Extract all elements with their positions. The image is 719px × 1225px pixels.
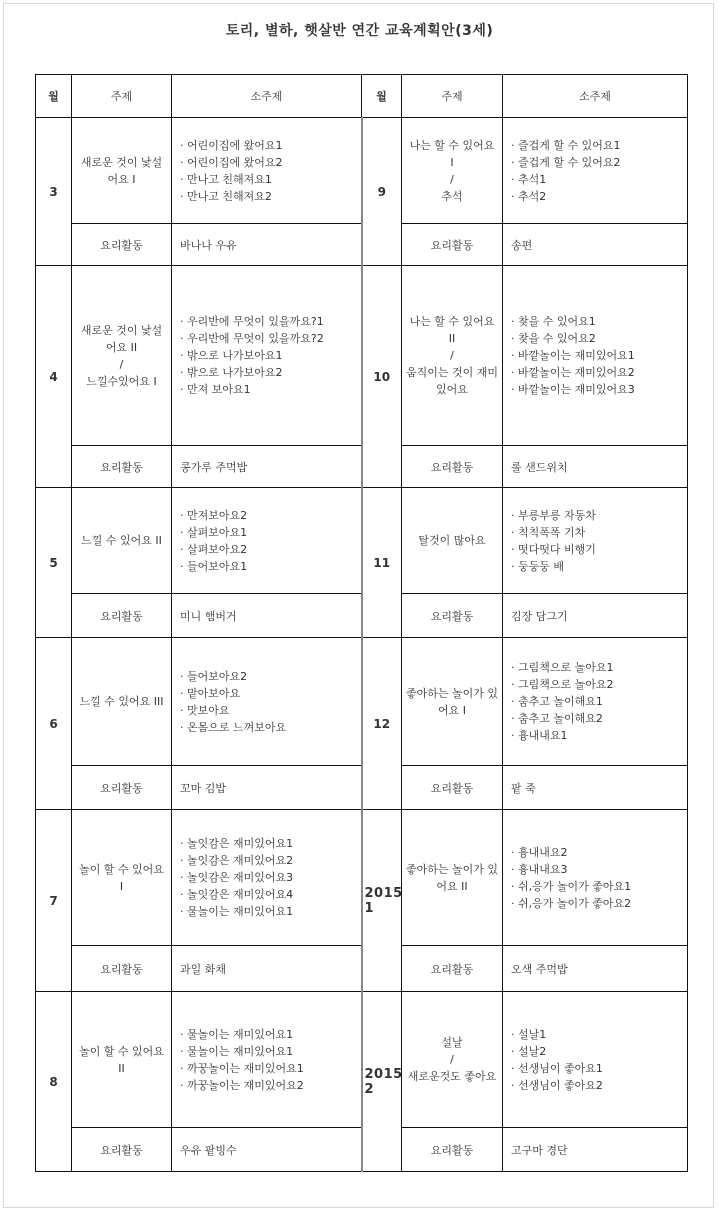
month-cell: 7 (36, 810, 72, 992)
cooking-value: 콩가루 주먹밥 (172, 446, 362, 488)
subtopic-cell (172, 638, 362, 766)
theme-cell-line: 새로운것도 좋아요 (407, 1070, 497, 1083)
subtopic-cell-lines (180, 1026, 355, 1094)
theme-cell (72, 266, 172, 446)
theme-cell-line: II (448, 332, 456, 345)
month-cell: 2015 1 (362, 810, 402, 992)
theme-cell-line: I (119, 879, 124, 893)
plan-row (36, 266, 688, 446)
subtopic-cell-lines (511, 313, 681, 398)
theme-cell-lines (405, 137, 499, 205)
cooking-label: 요리활동 (402, 1128, 503, 1172)
cooking-label: 요리활동 (72, 446, 172, 488)
subtopic-cell (503, 992, 688, 1128)
subtopic-cell-line: · 까꿍놀이는 재미있어요1 (180, 1061, 304, 1075)
month-cell: 2015 2 (362, 992, 402, 1172)
month-cell: 10 (362, 266, 402, 488)
cooking-value: 미니 햄버거 (172, 594, 362, 638)
subtopic-cell-line: · 흉내내요2 (511, 845, 568, 859)
subtopic-cell-line: · 어린이집에 왔어요1 (180, 138, 283, 152)
subtopic-cell-lines (180, 507, 355, 575)
subtopic-cell-line: · 들어보아요2 (180, 669, 248, 683)
theme-cell-line: 느낄 수 있어요 III (79, 695, 164, 708)
theme-cell-lines (75, 1043, 168, 1077)
subtopic-cell-line: · 까꿍놀이는 재미있어요2 (180, 1078, 304, 1092)
month-cell: 9 (362, 118, 402, 266)
subtopic-cell-line: · 바깥놀이는 재미있어요1 (511, 349, 635, 362)
plan-row (36, 992, 688, 1128)
theme-cell-line: 탈것이 많아요 (418, 534, 486, 547)
theme-cell-line: I (450, 155, 454, 169)
theme-cell-line: 느낄 수 있어요 II (81, 534, 162, 547)
subtopic-cell-line: · 바깥놀이는 재미있어요2 (511, 366, 635, 379)
cooking-label: 요리활동 (402, 446, 503, 488)
page-title: 토리, 별하, 햇살반 연간 교육계획안(3세) (225, 23, 494, 39)
subtopic-cell-lines (180, 668, 355, 736)
theme-cell-line: / (450, 172, 454, 186)
subtopic-cell-line: · 춤추고 놀이해요2 (511, 712, 603, 725)
theme-cell-line: / (119, 357, 124, 371)
cooking-value: 바나나 우유 (172, 224, 362, 266)
subtopic-cell-lines (511, 659, 681, 744)
subtopic-cell-line: · 설날1 (511, 1027, 547, 1041)
subtopic-cell (503, 488, 688, 594)
cooking-value: 롤 샌드위치 (503, 446, 688, 488)
theme-cell-line: 나는 할 수 있어요 (409, 138, 495, 152)
subtopic-cell-line: · 밖으로 나가보아요1 (180, 349, 283, 362)
theme-cell-line: 느낄수있어요 I (86, 374, 157, 388)
subtopic-cell-line: · 즐겁게 할 수 있어요1 (511, 138, 621, 152)
month-cell: 8 (36, 992, 72, 1172)
subtopic-cell (172, 810, 362, 946)
subtopic-cell-line: · 둥둥둥 배 (511, 559, 564, 573)
subtopic-cell (503, 118, 688, 224)
theme-cell-line: / (450, 349, 454, 362)
subtopic-cell-line: · 어린이집에 왔어요2 (180, 155, 283, 169)
subtopic-cell-line: · 물놀이는 재미있어요1 (180, 1044, 294, 1058)
subtopic-cell (503, 266, 688, 446)
subtopic-cell-line: · 만져 보아요1 (180, 383, 251, 396)
cooking-label: 요리활동 (72, 946, 172, 992)
subtopic-cell-line: · 칙칙폭폭 기차 (511, 525, 586, 539)
theme-cell (402, 992, 503, 1128)
cooking-label: 요리활동 (402, 224, 503, 266)
theme-cell-line: 어요 I (438, 703, 466, 717)
theme-cell-lines (75, 861, 168, 895)
subtopic-cell-line: · 선생님이 좋아요2 (511, 1078, 603, 1092)
cooking-label: 요리활동 (72, 766, 172, 810)
cooking-label: 요리활동 (72, 594, 172, 638)
theme-cell-line: 나는 할 수 있어요 (409, 315, 495, 328)
theme-cell (402, 488, 503, 594)
subtopic-cell-line: · 설날2 (511, 1044, 547, 1058)
plan-row (36, 810, 688, 946)
cooking-value: 과일 화채 (172, 946, 362, 992)
subtopic-cell-line: · 쉬,응가 놀이가 좋아요2 (511, 896, 632, 910)
theme-cell-line: 추석 (441, 189, 463, 203)
subtopic-cell-line: · 물놀이는 재미있어요1 (180, 1027, 294, 1041)
subtopic-cell-line: · 만나고 친해져요2 (180, 189, 272, 203)
month-cell: 5 (36, 488, 72, 638)
theme-cell-lines (405, 685, 499, 719)
cooking-value: 우유 팥빙수 (172, 1128, 362, 1172)
cooking-label: 요리활동 (402, 946, 503, 992)
theme-cell-lines (405, 861, 499, 895)
subtopic-cell-line: · 놀잇감은 재미있어요2 (180, 854, 294, 867)
subtopic-cell-line: · 온몸으로 느껴보아요 (180, 720, 287, 734)
header-month: 월 (36, 75, 72, 118)
subtopic-cell-line: · 흉내내요3 (511, 862, 568, 876)
theme-cell-lines (405, 313, 499, 398)
theme-cell-line: 놀이 할 수 있어요 (79, 862, 164, 876)
subtopic-cell (503, 810, 688, 946)
subtopic-cell (172, 118, 362, 224)
subtopic-cell-line: · 바깥놀이는 재미있어요3 (511, 383, 635, 396)
month-cell: 4 (36, 266, 72, 488)
theme-cell (72, 488, 172, 594)
subtopic-cell-lines (180, 137, 355, 205)
header-subtheme: 소주제 (503, 75, 688, 118)
month-cell: 3 (36, 118, 72, 266)
subtopic-cell-line: · 놀잇감은 재미있어요4 (180, 888, 294, 901)
theme-cell (402, 266, 503, 446)
subtopic-cell (172, 488, 362, 594)
theme-cell-line: 설날 (441, 1036, 463, 1049)
subtopic-cell-line: · 선생님이 좋아요1 (511, 1061, 603, 1075)
header-month: 월 (362, 75, 402, 118)
header-row (36, 75, 688, 118)
subtopic-cell-line: · 추석2 (511, 189, 547, 203)
theme-cell-line: 어요 I (107, 172, 136, 186)
theme-cell-line: 움직이는 것이 재미 (405, 366, 498, 379)
cooking-value: 오색 주먹밥 (503, 946, 688, 992)
theme-cell-line: 새로운 것이 낯설 (80, 155, 163, 169)
cooking-value: 김장 담그기 (503, 594, 688, 638)
subtopic-cell-line: · 맡아보아요 (180, 686, 241, 700)
cooking-label: 요리활동 (72, 1128, 172, 1172)
plan-row (36, 638, 688, 766)
subtopic-cell-line: · 그림책으로 놀아요1 (511, 661, 614, 674)
theme-cell-line: 좋아하는 놀이가 있 (405, 862, 498, 876)
subtopic-cell-lines (180, 313, 355, 398)
header-theme: 주제 (72, 75, 172, 118)
theme-cell-line: / (450, 1053, 454, 1066)
month-cell: 12 (362, 638, 402, 810)
subtopic-cell-lines (511, 507, 681, 575)
plan-table (35, 74, 688, 1172)
subtopic-cell-line: · 흉내내요1 (511, 729, 568, 742)
subtopic-cell-lines (180, 835, 355, 920)
subtopic-cell-line: · 밖으로 나가보아요2 (180, 366, 283, 379)
subtopic-cell-lines (511, 1026, 681, 1094)
header-theme: 주제 (402, 75, 503, 118)
theme-cell-line: II (118, 1061, 125, 1075)
theme-cell (402, 638, 503, 766)
subtopic-cell-lines (511, 137, 681, 205)
theme-cell (72, 992, 172, 1128)
cooking-value: 꼬마 김밥 (172, 766, 362, 810)
theme-cell (402, 118, 503, 224)
cooking-value: 고구마 경단 (503, 1128, 688, 1172)
subtopic-cell-line: · 찾을 수 있어요1 (511, 315, 596, 328)
subtopic-cell-line: · 떳다떳다 비행기 (511, 542, 596, 556)
subtopic-cell-line: · 즐겁게 할 수 있어요2 (511, 155, 621, 169)
subtopic-cell-line: · 춤추고 놀이해요1 (511, 695, 603, 708)
subtopic-cell-line: · 살펴보아요1 (180, 525, 248, 539)
theme-cell (72, 118, 172, 224)
subtopic-cell-line: · 찾을 수 있어요2 (511, 332, 596, 345)
subtopic-cell-line: · 그림책으로 놀아요2 (511, 678, 614, 691)
cooking-label: 요리활동 (72, 224, 172, 266)
theme-cell-lines (405, 1034, 499, 1085)
theme-cell-lines (75, 322, 168, 390)
theme-cell (72, 810, 172, 946)
subtopic-cell-line: · 추석1 (511, 172, 547, 186)
theme-cell-line: 어요 II (105, 340, 138, 354)
theme-cell-line: 좋아하는 놀이가 있 (405, 686, 498, 700)
month-cell: 11 (362, 488, 402, 638)
subtopic-cell-line: · 놀잇감은 재미있어요3 (180, 871, 294, 884)
theme-cell-line: 있어요 (436, 383, 468, 396)
subtopic-cell-line: · 들어보아요1 (180, 559, 248, 573)
subtopic-cell-line: · 만져보아요2 (180, 508, 248, 522)
subtopic-cell (172, 266, 362, 446)
theme-cell (402, 810, 503, 946)
subtopic-cell-line: · 물놀이는 재미있어요1 (180, 905, 294, 918)
cooking-label: 요리활동 (402, 766, 503, 810)
month-cell: 6 (36, 638, 72, 810)
theme-cell-lines (75, 693, 168, 710)
subtopic-cell-line: · 부릉부릉 자동차 (511, 508, 596, 522)
plan-row (36, 488, 688, 594)
theme-cell-line: 새로운 것이 낯설 (80, 323, 163, 337)
subtopic-cell-lines (511, 844, 681, 912)
theme-cell-line: 놀이 할 수 있어요 (79, 1044, 164, 1058)
subtopic-cell-line: · 놀잇감은 재미있어요1 (180, 837, 294, 850)
theme-cell-lines (75, 154, 168, 188)
subtopic-cell (503, 638, 688, 766)
theme-cell (72, 638, 172, 766)
subtopic-cell-line: · 맛보아요 (180, 703, 230, 717)
subtopic-cell-line: · 만나고 친해져요1 (180, 172, 272, 186)
subtopic-cell (172, 992, 362, 1128)
theme-cell-lines (405, 532, 499, 549)
subtopic-cell-line: · 살펴보아요2 (180, 542, 248, 556)
subtopic-cell-line: · 쉬,응가 놀이가 좋아요1 (511, 879, 632, 893)
cooking-value: 송편 (503, 224, 688, 266)
theme-cell-lines (75, 532, 168, 549)
cooking-value: 팥 죽 (503, 766, 688, 810)
plan-row (36, 118, 688, 224)
subtopic-cell-line: · 우리반에 무엇이 있을까요?2 (180, 332, 324, 345)
cooking-label: 요리활동 (402, 594, 503, 638)
header-subtheme: 소주제 (172, 75, 362, 118)
theme-cell-line: 어요 II (436, 879, 468, 893)
subtopic-cell-line: · 우리반에 무엇이 있을까요?1 (180, 315, 324, 328)
